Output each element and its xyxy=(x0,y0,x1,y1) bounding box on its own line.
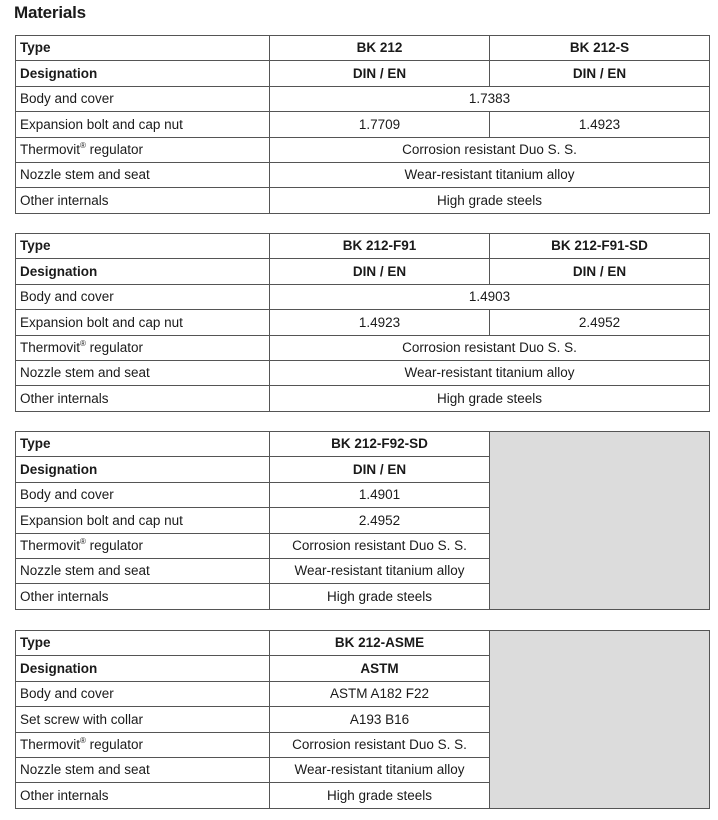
cell-value: High grade steels xyxy=(270,584,490,609)
table-row xyxy=(16,432,710,457)
designation-value: DIN / EN xyxy=(270,61,490,86)
empty-grey-column xyxy=(490,432,710,610)
row-label: Nozzle stem and seat xyxy=(16,757,270,782)
row-label xyxy=(16,533,270,558)
type-value: BK 212-ASME xyxy=(270,631,490,656)
type-label: Type xyxy=(16,432,270,457)
table-row xyxy=(16,234,710,259)
empty-grey-column xyxy=(490,631,710,809)
cell-value: High grade steels xyxy=(270,783,490,808)
cell-value: 1.4923 xyxy=(270,310,490,335)
registered-mark: ® xyxy=(80,736,86,745)
row-label xyxy=(16,137,270,162)
cell-value: High grade steels xyxy=(270,188,710,213)
cell-value: 2.4952 xyxy=(490,310,710,335)
materials-table-bk212-asme xyxy=(15,630,710,809)
designation-label: Designation xyxy=(16,259,270,284)
cell-value: 2.4952 xyxy=(270,508,490,533)
row-label: Other internals xyxy=(16,188,270,213)
cell-value: Corrosion resistant Duo S. S. xyxy=(270,335,710,360)
table-row xyxy=(16,137,710,162)
cell-value: Wear-resistant titanium alloy xyxy=(270,757,490,782)
cell-value: 1.4923 xyxy=(490,112,710,137)
regulator-label-rest: regulator xyxy=(85,142,143,157)
regulator-label-text: Thermovit xyxy=(20,737,81,752)
designation-label: Designation xyxy=(16,457,270,482)
table-row xyxy=(16,162,710,187)
table-row xyxy=(16,310,710,335)
regulator-label-text: Thermovit xyxy=(20,340,81,355)
materials-table-bk212-f92-sd xyxy=(15,431,710,610)
type-label: Type xyxy=(16,631,270,656)
row-label: Body and cover xyxy=(16,86,270,111)
regulator-label-rest: regulator xyxy=(85,340,143,355)
regulator-label-rest: regulator xyxy=(85,538,143,553)
type-value: BK 212 xyxy=(270,36,490,61)
registered-mark: ® xyxy=(80,537,86,546)
type-label: Type xyxy=(16,36,270,61)
row-label: Set screw with collar xyxy=(16,707,270,732)
cell-value: Wear-resistant titanium alloy xyxy=(270,360,710,385)
table-row xyxy=(16,61,710,86)
cell-value: A193 B16 xyxy=(270,707,490,732)
table-row xyxy=(16,284,710,309)
table-row xyxy=(16,188,710,213)
cell-value: High grade steels xyxy=(270,386,710,411)
type-value: BK 212-F92-SD xyxy=(270,432,490,457)
cell-value: ASTM A182 F22 xyxy=(270,681,490,706)
cell-value: 1.4901 xyxy=(270,482,490,507)
type-value: BK 212-F91 xyxy=(270,234,490,259)
table-row xyxy=(16,259,710,284)
designation-label: Designation xyxy=(16,61,270,86)
materials-table-bk212-f91 xyxy=(15,233,710,412)
regulator-label-text: Thermovit xyxy=(20,538,81,553)
registered-mark: ® xyxy=(80,141,86,150)
materials-table-bk212 xyxy=(15,35,710,214)
type-value: BK 212-S xyxy=(490,36,710,61)
type-label: Type xyxy=(16,234,270,259)
type-value: BK 212-F91-SD xyxy=(490,234,710,259)
designation-value: DIN / EN xyxy=(270,457,490,482)
table-row xyxy=(16,36,710,61)
table-row xyxy=(16,631,710,656)
table-row xyxy=(16,360,710,385)
row-label: Nozzle stem and seat xyxy=(16,360,270,385)
registered-mark: ® xyxy=(80,339,86,348)
designation-label: Designation xyxy=(16,656,270,681)
cell-value: 1.7709 xyxy=(270,112,490,137)
cell-value: Corrosion resistant Duo S. S. xyxy=(270,533,490,558)
row-label: Expansion bolt and cap nut xyxy=(16,112,270,137)
row-label: Other internals xyxy=(16,783,270,808)
designation-value: DIN / EN xyxy=(270,259,490,284)
table-row xyxy=(16,112,710,137)
row-label: Nozzle stem and seat xyxy=(16,162,270,187)
row-label xyxy=(16,732,270,757)
cell-value: Wear-resistant titanium alloy xyxy=(270,558,490,583)
row-label: Body and cover xyxy=(16,681,270,706)
row-label: Other internals xyxy=(16,584,270,609)
row-label xyxy=(16,335,270,360)
row-label: Nozzle stem and seat xyxy=(16,558,270,583)
row-label: Body and cover xyxy=(16,482,270,507)
designation-value: DIN / EN xyxy=(490,61,710,86)
table-row xyxy=(16,86,710,111)
designation-value: DIN / EN xyxy=(490,259,710,284)
cell-value: Wear-resistant titanium alloy xyxy=(270,162,710,187)
cell-value: 1.4903 xyxy=(270,284,710,309)
row-label: Expansion bolt and cap nut xyxy=(16,508,270,533)
designation-value: ASTM xyxy=(270,656,490,681)
regulator-label-text: Thermovit xyxy=(20,142,81,157)
row-label: Body and cover xyxy=(16,284,270,309)
row-label: Other internals xyxy=(16,386,270,411)
regulator-label-rest: regulator xyxy=(85,737,143,752)
cell-value: 1.7383 xyxy=(270,86,710,111)
row-label: Expansion bolt and cap nut xyxy=(16,310,270,335)
table-row xyxy=(16,386,710,411)
cell-value: Corrosion resistant Duo S. S. xyxy=(270,732,490,757)
page-title: Materials xyxy=(14,3,86,22)
table-row xyxy=(16,335,710,360)
cell-value: Corrosion resistant Duo S. S. xyxy=(270,137,710,162)
